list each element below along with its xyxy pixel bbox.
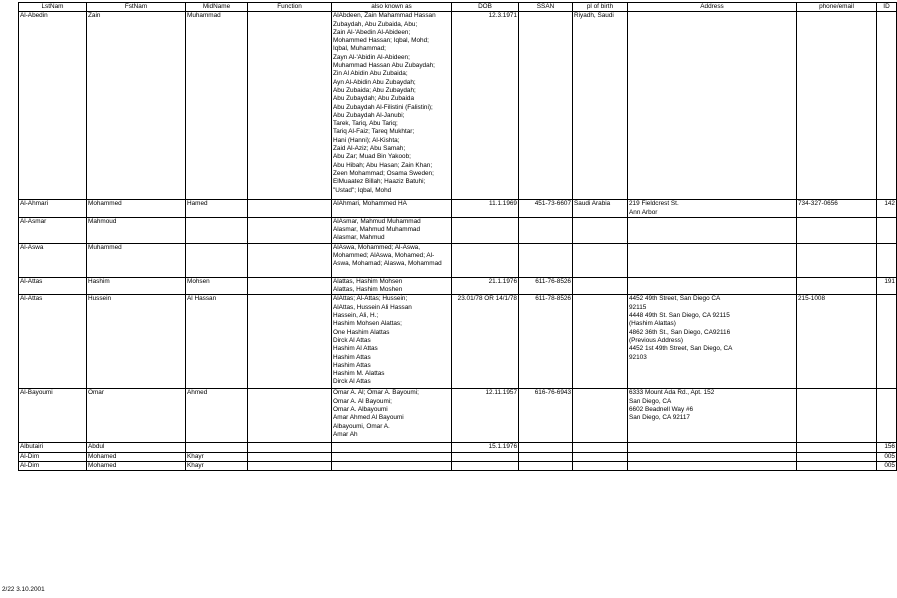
cell-pob xyxy=(573,462,628,471)
table-row xyxy=(19,295,897,389)
cell-phone: 215-1008 xyxy=(797,295,877,389)
aka-line: "Ustad"; Iqbal, Mohd xyxy=(333,186,392,194)
aka-line: Iqbal, Muhammad; xyxy=(333,45,386,53)
cell-lst: Al-Abedin xyxy=(19,12,87,200)
table-row xyxy=(19,389,897,443)
cell-id: 142 xyxy=(877,200,897,218)
cell-fst: Abdul xyxy=(87,443,186,452)
cell-dob: 12.3.1971 xyxy=(452,12,519,200)
cell-fst: Mohamed xyxy=(87,452,186,461)
cell-mid: Al Hassan xyxy=(186,295,248,389)
records-table xyxy=(18,2,897,471)
column-header: also known as xyxy=(332,3,452,12)
cell-dob: 15.1.1976 xyxy=(452,443,519,452)
table-row xyxy=(19,443,897,452)
addr-line: San Diego, CA xyxy=(629,397,672,405)
cell-ssan xyxy=(519,452,573,461)
column-header: ID xyxy=(877,3,897,12)
table-row xyxy=(19,243,897,277)
cell-aka xyxy=(332,389,452,443)
cell-func xyxy=(248,452,332,461)
aka-line: Albayoumi, Omar A. xyxy=(333,422,390,430)
table-row xyxy=(19,217,897,243)
aka-line: AlAttas, Hussein Ali Hassan xyxy=(333,303,412,311)
cell-aka xyxy=(332,295,452,389)
cell-func xyxy=(248,243,332,277)
column-header: LstNam xyxy=(19,3,87,12)
table-row xyxy=(19,200,897,218)
aka-line: Zin Al Abidin Abu Zubaida; xyxy=(333,70,408,78)
cell-aka xyxy=(332,217,452,243)
cell-phone xyxy=(797,389,877,443)
aka-line: Tariq Al-Faiz; Tareq Mukhtar; xyxy=(333,128,415,136)
cell-phone xyxy=(797,243,877,277)
cell-id: 156 xyxy=(877,443,897,452)
aka-line: Dirck Al Attas xyxy=(333,378,371,386)
aka-line: Omar A. Albayoumi xyxy=(333,406,388,414)
cell-id xyxy=(877,243,897,277)
addr-line: 4862 36th St., San Diego, CA92116 xyxy=(629,328,731,336)
aka-line: Hashim Al Attas xyxy=(333,345,378,353)
aka-line: Alasmar, Mahmud Muhammad xyxy=(333,226,421,234)
aka-line: Mohammed; AlAswa, Mohamed; Al- xyxy=(333,252,435,260)
addr-line: 6333 Mount Ada Rd., Apt. 152 xyxy=(629,389,715,397)
cell-ssan xyxy=(519,217,573,243)
aka-line: Abu Zubaydah Al-Filistini (Falistini); xyxy=(333,103,433,111)
cell-mid: Khayr xyxy=(186,462,248,471)
cell-fst: Muhammed xyxy=(87,243,186,277)
table-row xyxy=(19,452,897,461)
table-row xyxy=(19,12,897,200)
cell-id: 005 xyxy=(877,462,897,471)
aka-line: AlAbdeen, Zain Mahammad Hassan xyxy=(333,12,436,20)
cell-fst: Mahmoud xyxy=(87,217,186,243)
cell-lst: Al-Ahmari xyxy=(19,200,87,218)
cell-func xyxy=(248,462,332,471)
cell-dob: 11.1.1969 xyxy=(452,200,519,218)
cell-ssan xyxy=(519,462,573,471)
table-row xyxy=(19,277,897,295)
table-row xyxy=(19,462,897,471)
cell-func xyxy=(248,12,332,200)
cell-dob: 12.11.1957 xyxy=(452,389,519,443)
cell-pob xyxy=(573,452,628,461)
cell-aka xyxy=(332,200,452,218)
cell-phone xyxy=(797,452,877,461)
aka-line: Alattas, Hashim Moshen xyxy=(333,286,403,294)
column-header: MidName xyxy=(186,3,248,12)
addr-line: (Previous Address) xyxy=(629,336,683,344)
cell-dob: 23.01/78 OR 14/1/78 xyxy=(452,295,519,389)
cell-ssan: 451-73-6607 xyxy=(519,200,573,218)
aka-line: Aswa, Mohamad; Alaswa, Mohammad xyxy=(333,260,442,268)
cell-addr xyxy=(628,462,797,471)
cell-mid: Mohsen xyxy=(186,277,248,295)
aka-line: Alattas, Hashim Mohsen xyxy=(333,277,403,285)
aka-line: Amar Ah xyxy=(333,430,358,438)
cell-addr xyxy=(628,12,797,200)
addr-line: 219 Fieldcrest St. xyxy=(629,200,679,208)
aka-line: Zeen Mohammad; Osama Sweden; xyxy=(333,169,434,177)
cell-aka xyxy=(332,443,452,452)
cell-func xyxy=(248,200,332,218)
aka-line: ElMuaatez Billah; Haaziz Batuhi; xyxy=(333,178,426,186)
aka-line: Abu Zubaida; Abu Zubaydah; xyxy=(333,86,416,94)
addr-line: 92103 xyxy=(629,353,647,361)
aka-line: AlAsmar, Mahmud Muhammad xyxy=(333,217,421,225)
cell-lst: Al-Dim xyxy=(19,452,87,461)
aka-line: Muhammad Hassan Abu Zubaydah; xyxy=(333,62,435,70)
addr-line: 4452 1st 49th Street, San Diego, CA xyxy=(629,345,733,353)
cell-addr xyxy=(628,295,797,389)
aka-line: Zubaydah, Abu Zubaida, Abu; xyxy=(333,20,418,28)
cell-addr xyxy=(628,243,797,277)
aka-line: Hashim Mohsen Alattas; xyxy=(333,320,402,328)
cell-pob: Riyadh, Saudi xyxy=(573,12,628,200)
aka-line: Mohammed Hassan; Iqbal, Mohd; xyxy=(333,37,429,45)
cell-lst: Al-Bayoumi xyxy=(19,389,87,443)
aka-line: Alasmar, Mahmud xyxy=(333,234,385,242)
cell-addr xyxy=(628,443,797,452)
cell-func xyxy=(248,295,332,389)
cell-ssan: 616-76-6943 xyxy=(519,389,573,443)
cell-mid: Ahmed xyxy=(186,389,248,443)
cell-dob xyxy=(452,217,519,243)
cell-fst: Mohammed xyxy=(87,200,186,218)
cell-addr xyxy=(628,389,797,443)
aka-line: Zayn Al-'Abidin Al-Abideen; xyxy=(333,53,410,61)
page-footer: 2/22 3.10.2001 xyxy=(2,586,45,593)
column-header: SSAN xyxy=(519,3,573,12)
cell-fst: Hussein xyxy=(87,295,186,389)
cell-phone xyxy=(797,12,877,200)
cell-id xyxy=(877,12,897,200)
cell-pob xyxy=(573,443,628,452)
cell-ssan: 611-78-8526 xyxy=(519,295,573,389)
addr-line: San Diego, CA 92117 xyxy=(629,414,690,422)
addr-line: Ann Arbor xyxy=(629,208,658,216)
cell-func xyxy=(248,217,332,243)
column-header: phone/email xyxy=(797,3,877,12)
aka-line: Omar A. Al; Omar A. Bayoumi; xyxy=(333,389,419,397)
cell-addr xyxy=(628,277,797,295)
column-header: Function xyxy=(248,3,332,12)
cell-addr xyxy=(628,200,797,218)
cell-lst: Al-Dim xyxy=(19,462,87,471)
aka-line: Hashim M. Alattas xyxy=(333,370,385,378)
cell-mid: Muhammad xyxy=(186,12,248,200)
cell-pob xyxy=(573,243,628,277)
column-header: Address xyxy=(628,3,797,12)
cell-phone xyxy=(797,443,877,452)
cell-id xyxy=(877,389,897,443)
cell-addr xyxy=(628,217,797,243)
cell-dob xyxy=(452,452,519,461)
cell-phone xyxy=(797,217,877,243)
aka-line: Hassein, Ali, H.; xyxy=(333,312,379,320)
cell-aka xyxy=(332,277,452,295)
addr-line: 4448 49th St. San Diego, CA 92115 xyxy=(629,312,730,320)
cell-lst: Al-Attas xyxy=(19,277,87,295)
cell-lst: Al-Asmar xyxy=(19,217,87,243)
aka-line: Tarek, Tariq, Abu Tariq; xyxy=(333,120,398,128)
aka-line: Hani (Hanni); Al-Kishta; xyxy=(333,136,400,144)
cell-dob: 21.1.1976 xyxy=(452,277,519,295)
aka-line: Amar Ahmed Al Bayoumi xyxy=(333,414,404,422)
column-header: DOB xyxy=(452,3,519,12)
cell-func xyxy=(248,443,332,452)
cell-dob xyxy=(452,243,519,277)
aka-line: Hashim Attas xyxy=(333,353,371,361)
aka-line: AlAswa, Mohammed; Al-Aswa, xyxy=(333,243,421,251)
aka-line: Abu Zubaydah Al-Janubi; xyxy=(333,111,405,119)
aka-line: AlAhmari, Mohammed HA xyxy=(333,200,407,208)
header-row xyxy=(19,3,897,12)
addr-line: 92115 xyxy=(629,303,647,311)
cell-func xyxy=(248,389,332,443)
cell-mid xyxy=(186,217,248,243)
cell-pob: Saudi Arabia xyxy=(573,200,628,218)
cell-lst: Al-Attas xyxy=(19,295,87,389)
cell-pob xyxy=(573,217,628,243)
aka-line: Ayn Al-Abidin Abu Zubaydah; xyxy=(333,78,416,86)
cell-aka xyxy=(332,12,452,200)
cell-dob xyxy=(452,462,519,471)
cell-aka xyxy=(332,462,452,471)
cell-mid xyxy=(186,243,248,277)
addr-line: (Hashim Alattas) xyxy=(629,320,676,328)
cell-pob xyxy=(573,295,628,389)
cell-addr xyxy=(628,452,797,461)
aka-line: Zaid Al-Aziz; Abu Samah; xyxy=(333,145,406,153)
aka-line: Omar A. Al Bayoumi; xyxy=(333,397,392,405)
cell-phone xyxy=(797,277,877,295)
cell-ssan xyxy=(519,12,573,200)
aka-line: Zain Al-'Abedin Al-Abideen; xyxy=(333,28,411,36)
cell-fst: Omar xyxy=(87,389,186,443)
cell-lst: Albutairi xyxy=(19,443,87,452)
cell-id xyxy=(877,217,897,243)
cell-aka xyxy=(332,452,452,461)
cell-id: 005 xyxy=(877,452,897,461)
column-header: FstNam xyxy=(87,3,186,12)
column-header: pl of birth xyxy=(573,3,628,12)
cell-phone: 734-327-0656 xyxy=(797,200,877,218)
cell-ssan xyxy=(519,443,573,452)
cell-lst: Al-Aswa xyxy=(19,243,87,277)
cell-ssan xyxy=(519,243,573,277)
addr-line: 6602 Beadnell Way #6 xyxy=(629,406,694,414)
cell-mid xyxy=(186,443,248,452)
cell-id xyxy=(877,295,897,389)
aka-line: One Hashim Alattas xyxy=(333,328,390,336)
addr-line: 4452 49th Street, San Diego CA xyxy=(629,295,721,303)
aka-line: Hashim Attas xyxy=(333,361,371,369)
aka-line: AlAttas; Al-Attas; Hussein; xyxy=(333,295,408,303)
cell-func xyxy=(248,277,332,295)
aka-line: Dirck Al Attas xyxy=(333,336,371,344)
cell-aka xyxy=(332,243,452,277)
cell-ssan: 611-76-8526 xyxy=(519,277,573,295)
cell-mid: Hamed xyxy=(186,200,248,218)
cell-pob xyxy=(573,277,628,295)
aka-line: Abu Zubaydah; Abu Zubaida xyxy=(333,95,415,103)
aka-line: Abu Zar; Muad Bin Yakoob; xyxy=(333,153,411,161)
cell-fst: Hashim xyxy=(87,277,186,295)
cell-mid: Khayr xyxy=(186,452,248,461)
cell-fst: Zain xyxy=(87,12,186,200)
cell-id: 191 xyxy=(877,277,897,295)
aka-line: Abu Hibah; Abu Hasan; Zain Khan; xyxy=(333,161,433,169)
cell-pob xyxy=(573,389,628,443)
cell-phone xyxy=(797,462,877,471)
cell-fst: Mohamed xyxy=(87,462,186,471)
